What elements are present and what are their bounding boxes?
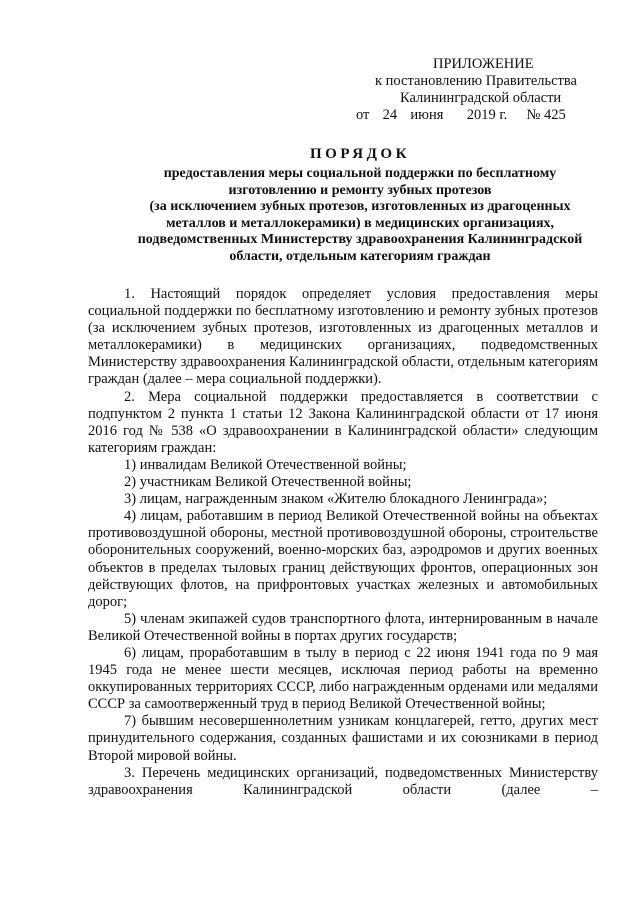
- appendix-heading: ПРИЛОЖЕНИЕ: [433, 56, 534, 72]
- subtitle-line: области, отдельным категориям граждан: [229, 248, 491, 264]
- appendix-resolution-line: к постановлению Правительства: [375, 73, 577, 89]
- date-month: июня: [410, 107, 444, 123]
- list-item-7: 7) бывшим несовершеннолетним узникам концлагерей, гетто, других мест принудительного содержания, созданных фашистами и их союзниками в период Второй мировой войны.: [88, 713, 598, 764]
- appendix-region-line: Калининградской области: [400, 90, 562, 106]
- date-prefix: от: [356, 107, 370, 123]
- document-body: [88, 286, 598, 799]
- subtitle-line: металлов и металлокерамики) в медицинских организациях,: [165, 215, 555, 231]
- appendix-block: [300, 56, 600, 124]
- paragraph-1: 1. Настоящий порядок определяет условия предоставления меры социальной поддержки по бесплатному изготовлению и ремонту зубных протезов (за исключением зубных протезов, изготовленных из драгоценных металлов и металлокерамики) в медицинских организациях, подведомственных Министерству здравоохранения Калининградской области, отдельным категориям граждан (далее – мера социальной поддержки).: [88, 286, 598, 388]
- list-item-6: 6) лицам, проработавшим в тылу в период с 22 июня 1941 года по 9 мая 1945 года не менее шести месяцев, исключая период работы на временно оккупированных территориях СССР, либо награжденным орденами или медалями СССР за самоотверженный труд в период Великой Отечественной войны;: [88, 644, 598, 713]
- subtitle-line: подведомственных Министерству здравоохранения Калининградской: [137, 232, 583, 248]
- subtitle-line: предоставления меры социальной поддержки по бесплатному: [163, 166, 557, 181]
- subtitle-line: изготовлению и ремонту зубных протезов: [228, 182, 492, 198]
- document-number: № 425: [526, 107, 566, 123]
- list-item-5: 5) членам экипажей судов транспортного флота, интернированным в начале Великой Отечественной войны в портах других государств;: [88, 610, 598, 644]
- list-item-3: 3) лицам, награжденным знаком «Жителю блокадного Ленинграда»;: [124, 491, 548, 508]
- subtitle-line: (за исключением зубных протезов, изготовленных из драгоценных: [149, 199, 571, 215]
- appendix-date-line: [300, 107, 600, 124]
- list-item-1: 1) инвалидам Великой Отечественной войны;: [124, 456, 407, 473]
- date-year: 2019 г.: [466, 107, 508, 123]
- list-item-2: 2) участникам Великой Отечественной войны;: [124, 474, 412, 491]
- date-day: 24: [382, 107, 398, 123]
- paragraph-2: 2. Мера социальной поддержки предоставляется в соответствии с подпунктом 2 пункта 1 статьи 12 Закона Калининградской области от 17 июня 2016 год № 538 «О здравоохранении в Калининградской области» следующим категориям граждан:: [88, 388, 598, 456]
- list-item-4: 4) лицам, работавшим в период Великой Отечественной войны на объектах противовоздушной обороны, местной противовоздушной обороны, строительстве оборонительных сооружений, военно-морских баз, аэродромов и других военных объектов в пределах тыловых границ действующих фронтов, операционных зон действующих флотов, на прифронтовых участках железных и автомобильных дорог;: [88, 508, 598, 610]
- document-title: ПОРЯДОК: [310, 146, 410, 162]
- paragraph-3: 3. Перечень медицинских организаций, подведомственных Министерству здравоохранения Калининградской области (далее –: [88, 764, 598, 798]
- document-subtitle: [80, 166, 640, 266]
